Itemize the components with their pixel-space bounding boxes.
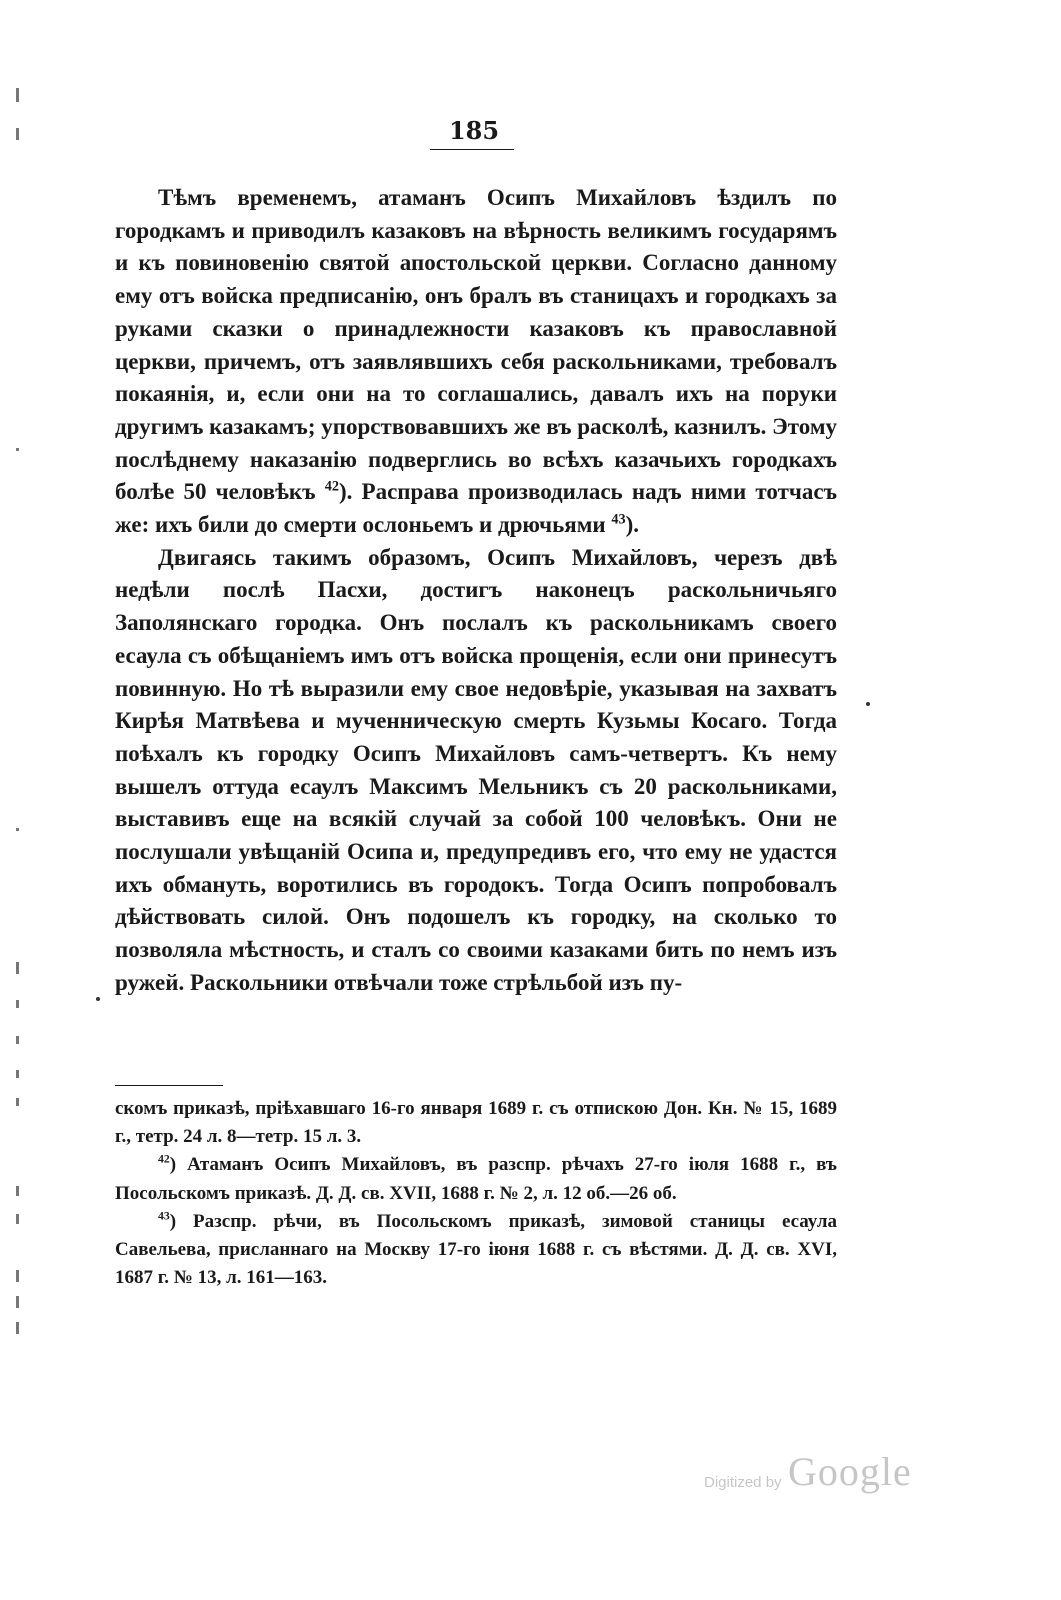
footnote-42-marker: 42	[158, 1153, 170, 1167]
watermark-prefix: Digitized by	[704, 1474, 782, 1491]
paragraph-1-part-a: Тѣмъ временемъ, атаманъ Осипъ Михайловъ ѣздилъ по городкамъ и приводилъ казаковъ на вѣрность великимъ государямъ и къ повиновенію святой апостольской церкви. Согласно данному ему отъ войска предписанію, онъ бралъ въ станицахъ и городкахъ за руками сказки о принадлежности казаковъ къ православной церкви, причемъ, отъ заявлявшихъ себя раскольниками, требовалъ покаянія, и, если они на то соглашались, давалъ ихъ на поруки другимъ казакамъ; упорствовавшихъ же въ расколѣ, казнилъ. Этому послѣднему наказанію подверглись во всѣхъ казачьихъ городкахъ болѣе 50 человѣкъ	[115, 185, 837, 505]
stray-dot	[866, 702, 870, 706]
digitized-by-google-watermark	[704, 1450, 924, 1506]
footnote-43-marker: 43	[158, 1209, 170, 1223]
footnote-42	[115, 1151, 837, 1207]
paragraph-1-part-b: ). Расправа производилась надъ ними тотчасъ же: ихъ били до смерти ослоньемъ и дрючьями	[115, 479, 838, 538]
paragraph-2: Двигаясь такимъ образомъ, Осипъ Михайловъ, черезъ двѣ недѣли послѣ Пасхи, достигъ наконецъ раскольничьяго Заполянскаго городка. Онъ послалъ къ раскольникамъ своего есаула съ обѣщаніемъ имъ отъ войска прощенія, если они принесутъ повинную. Но тѣ выразили ему свое недовѣріе, указывая на захватъ Кирѣя Матвѣева и мученническую смерть Кузьмы Косаго. Тогда поѣхалъ къ городку Осипъ Михайловъ самъ-четвертъ. Къ нему вышелъ оттуда есаулъ Максимъ Мельникъ съ 20 раскольниками, выставивъ еще на всякій случай за собой 100 человѣкъ. Они не послушали увѣщаній Осипа и, предупредивъ его, что ему не удастся ихъ обмануть, воротились въ городокъ. Тогда Осипъ попробовалъ дѣйствовать силой. Онъ подошелъ къ городку, на сколько то позволяла мѣстность, и сталъ со своими казаками бить по немъ изъ ружей. Раскольники отвѣчали тоже стрѣльбой изъ пу-	[115, 544, 837, 995]
page-number: 185	[448, 116, 500, 145]
page-number-rule	[430, 149, 514, 150]
footnote-ref-42[interactable]: 42	[324, 478, 339, 495]
paragraph-1	[115, 182, 837, 542]
body-text	[115, 182, 837, 1000]
stray-dot	[96, 997, 100, 1001]
footnote-ref-43[interactable]: 43	[611, 511, 626, 528]
footnote-43	[115, 1208, 837, 1293]
footnote-continuation: скомъ приказѣ, пріѣхавшаго 16-го января 1689 г. съ отпискою Дон. Кн. № 15, 1689 г., тетр. 24 л. 8—тетр. 15 л. 3.	[115, 1098, 837, 1148]
footnotes	[115, 1095, 837, 1292]
google-logo: Google	[788, 1449, 912, 1494]
paragraph-1-part-c: ).	[625, 512, 640, 538]
scan-edge-artifacts	[0, 0, 40, 1600]
footnote-separator	[115, 1085, 223, 1086]
footnote-43-text: ) Разспр. рѣчи, въ Посольскомъ приказѣ, зимовой станицы есаула Савельева, присланнаго на Москву 17-го іюня 1688 г. съ вѣстями. Д. Д. св. XVI, 1687 г. № 13, л. 161—163.	[115, 1210, 837, 1289]
footnote-42-text: ) Атаманъ Осипъ Михайловъ, въ разспр. рѣчахъ 27-го іюля 1688 г., въ Посольскомъ приказѣ. Д. Д. св. XVII, 1688 г. № 2, л. 12 об.—26 об.	[115, 1154, 837, 1204]
